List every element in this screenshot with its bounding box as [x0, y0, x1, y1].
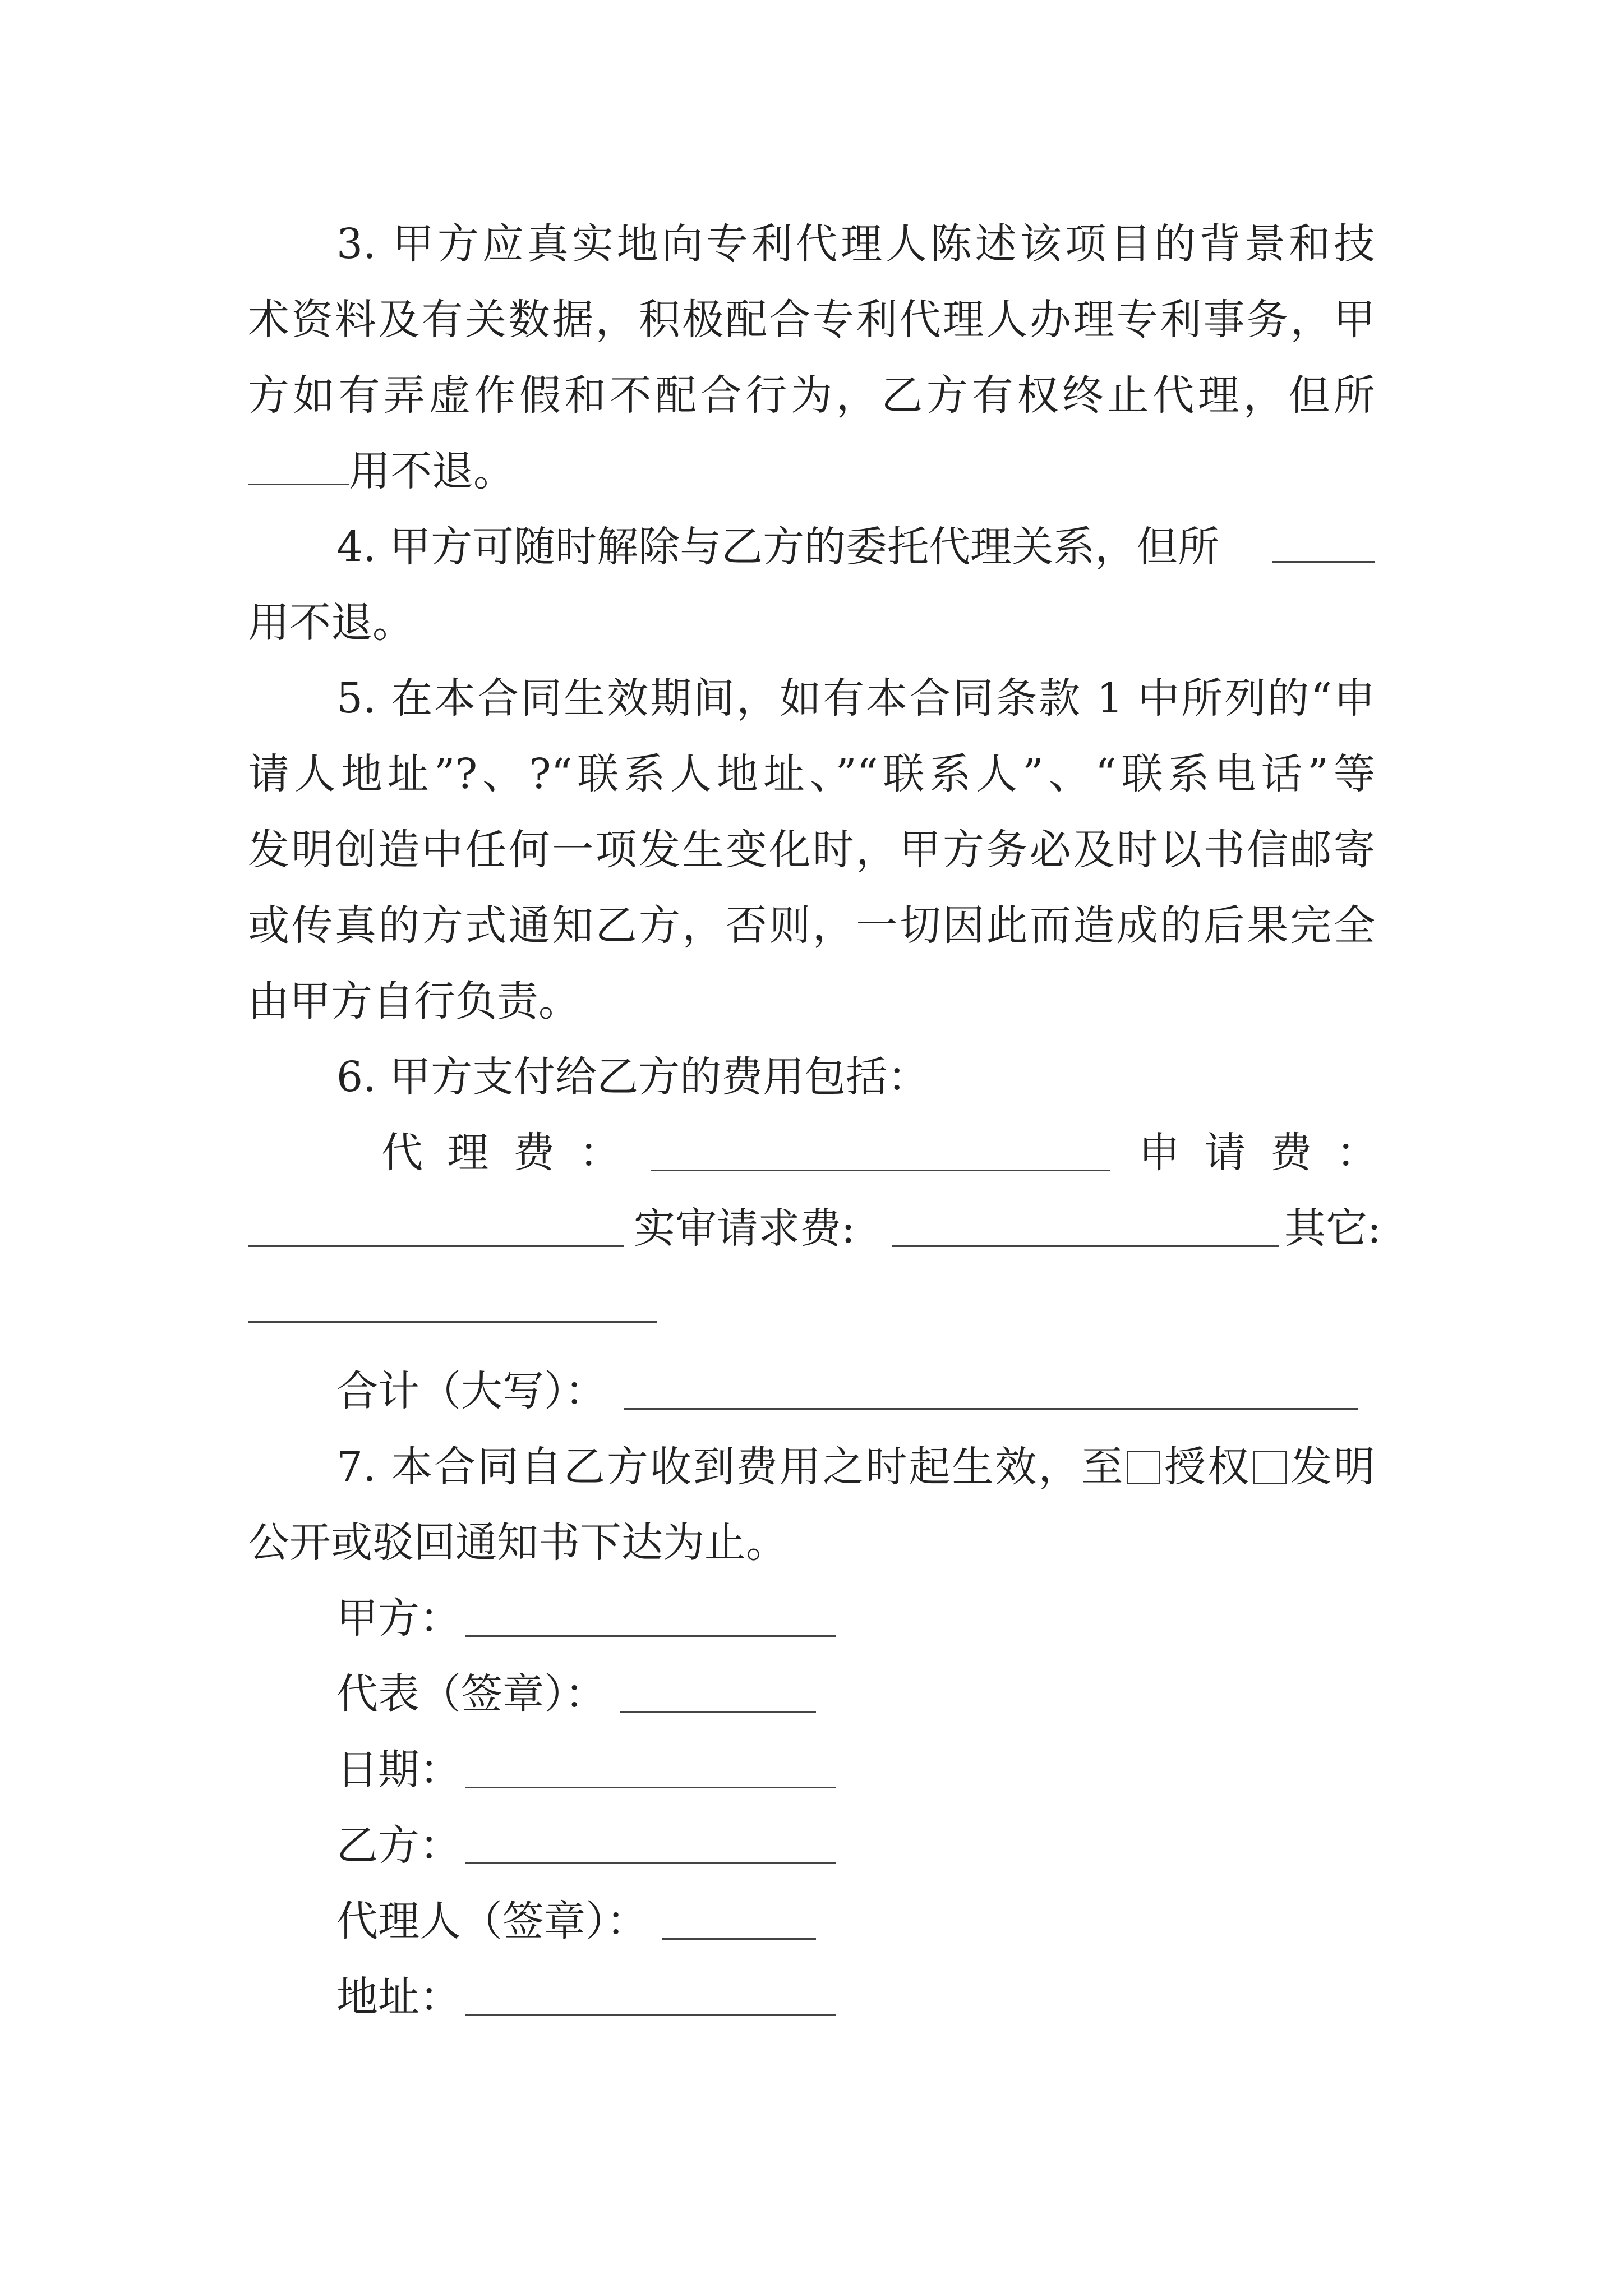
other-label: 其它:	[1284, 1204, 1381, 1253]
party-b-label: 乙方：	[336, 1821, 461, 1870]
checkbox-invention[interactable]	[1253, 1451, 1287, 1484]
clause3-line4-text: 用不退。	[349, 447, 515, 495]
checkbox-authorization[interactable]	[1127, 1451, 1160, 1484]
clause7-line1	[336, 1439, 1375, 1495]
clause3-line3: 方如有弄虚作假和不配合行为，乙方有权终止代理，但所	[248, 371, 1375, 420]
application-fee-label: 申 请 费 ：	[1138, 1129, 1384, 1177]
fee-blank[interactable]	[248, 450, 349, 485]
representative-blank[interactable]	[620, 1711, 816, 1713]
representative-label: 代表（签章）：	[336, 1670, 606, 1718]
clause4-fee-blank[interactable]	[1272, 561, 1375, 563]
clause5-line1: 5. 在本合同生效期间，如有本合同条款 1 中所列的“申	[336, 674, 1375, 723]
other-fee-blank[interactable]	[248, 1321, 657, 1323]
clause5-line3: 发明创造中任何一项发生变化时，甲方务必及时以书信邮寄	[248, 826, 1375, 874]
clause5-line4: 或传真的方式通知乙方，否则，一切因此而造成的后果完全	[248, 901, 1375, 950]
date-blank[interactable]	[465, 1787, 836, 1788]
clause4-line1-text: 4. 甲方可随时解除与乙方的委托代理关系，但所	[336, 523, 1220, 571]
party-a-label: 甲方：	[336, 1594, 461, 1642]
clause4-line2: 用不退。	[248, 599, 414, 647]
address-label: 地址：	[336, 1973, 461, 2021]
agency-fee-blank[interactable]	[651, 1170, 1110, 1171]
total-label: 合计（大写）：	[336, 1367, 606, 1415]
agent-label: 代理人（签章）：	[336, 1897, 648, 1945]
party-b-blank[interactable]	[465, 1862, 836, 1864]
exam-fee-label: 实审请求费:	[634, 1204, 855, 1253]
clause7-line1-text: 7. 本合同自乙方收到费用之时起生效，至	[336, 1443, 1125, 1491]
clause3-line2: 术资料及有关数据，积极配合专利代理人办理专利事务，甲	[248, 296, 1375, 344]
clause3-line4	[248, 443, 1375, 499]
clause7-line2: 公开或驳回通知书下达为止。	[248, 1519, 787, 1567]
total-blank[interactable]	[624, 1408, 1358, 1410]
clause4-line1	[336, 519, 1375, 575]
clause5-line5: 由甲方自行负责。	[248, 977, 580, 1025]
agency-fee-label: 代 理 费 ：	[381, 1129, 626, 1177]
clause5-line2: 请人地址”?、?“联系人地址、”“联系人”、“联系电话”等	[248, 750, 1375, 798]
party-a-blank[interactable]	[465, 1635, 836, 1637]
address-blank[interactable]	[465, 2014, 836, 2016]
option-authorization: 授权	[1163, 1443, 1251, 1491]
exam-fee-blank[interactable]	[892, 1245, 1279, 1247]
clause6-intro: 6. 甲方支付给乙方的费用包括：	[336, 1053, 929, 1101]
clause3-line1: 3. 甲方应真实地向专利代理人陈述该项目的背景和技	[336, 220, 1375, 268]
option-invention: 发明	[1289, 1443, 1376, 1491]
application-fee-blank[interactable]	[248, 1245, 624, 1247]
date-label: 日期：	[336, 1746, 461, 1794]
agent-blank[interactable]	[662, 1938, 816, 1940]
